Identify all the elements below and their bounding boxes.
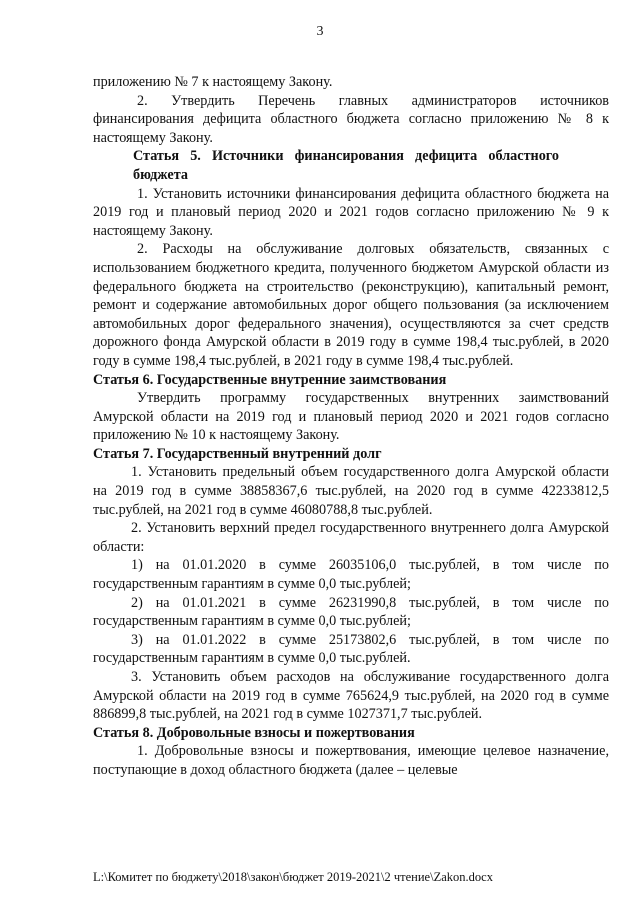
list-item: 2) на 01.01.2021 в сумме 26231990,8 тыс.рублей, в том числе по государственным гарантиям в сумме 0,0 тыс.рублей; bbox=[93, 594, 609, 630]
article-8-heading: Статья 8. Добровольные взносы и пожертвования bbox=[93, 724, 415, 741]
paragraph: 2. Утвердить Перечень главных администраторов источников финансирования дефицита областного бюджета согласно приложению № 8 к настоящему Закону. bbox=[93, 92, 609, 146]
page-number: 3 bbox=[316, 24, 324, 39]
article-5-heading: Статья 5. Источники финансирования дефицита областного бюджета bbox=[133, 148, 559, 183]
document-body bbox=[93, 73, 609, 780]
paragraph: 1. Установить предельный объем государственного долга Амурской области на 2019 год в сумме 38858367,6 тыс.рублей, на 2020 год в сумме 42233812,5 тыс.рублей, на 2021 год в сумме 46080788,8 тыс.рублей. bbox=[93, 464, 609, 518]
paragraph: 2. Установить верхний предел государственного внутреннего долга Амурской области: bbox=[93, 520, 609, 555]
list-item: 1) на 01.01.2020 в сумме 26035106,0 тыс.рублей, в том числе по государственным гарантиям в сумме 0,0 тыс.рублей; bbox=[93, 557, 609, 593]
paragraph: 2. Расходы на обслуживание долговых обязательств, связанных с использованием бюджетного кредита, полученного бюджетом Амурской области из федерального бюджета на строительство (реконструкцию), капитальный ремонт, ремонт и содержание автомобильных дорог общего пользования (за исключением автомобильных дорог федерального значения), осуществляются за счет средств дорожного фонда Амурской области в 2019 году в сумме 198,4 тыс.рублей, в 2020 году в сумме 198,4 тыс.рублей, в 2021 году в сумме 198,4 тыс.рублей. bbox=[93, 241, 609, 369]
paragraph: 1. Добровольные взносы и пожертвования, имеющие целевое назначение, поступающие в доход областного бюджета (далее – целевые bbox=[93, 743, 609, 778]
article-7-heading: Статья 7. Государственный внутренний долг bbox=[93, 445, 382, 462]
article-6-heading: Статья 6. Государственные внутренние заимствования bbox=[93, 371, 447, 388]
file-path-footer: L:\Комитет по бюджету\2018\закон\бюджет 2019-2021\2 чтение\Zakon.docx bbox=[93, 870, 493, 884]
paragraph: 3. Установить объем расходов на обслуживание государственного долга Амурской области на 2019 год в сумме 765624,9 тыс.рублей, на 2020 год в сумме 886899,8 тыс.рублей, на 2021 год в сумме 1027371,7 тыс.рублей. bbox=[93, 669, 609, 723]
paragraph: 1. Установить источники финансирования дефицита областного бюджета на 2019 год и плановый период 2020 и 2021 годов согласно приложению № 9 к настоящему Закону. bbox=[93, 185, 609, 239]
paragraph: приложению № 7 к настоящему Закону. bbox=[93, 74, 333, 90]
paragraph: Утвердить программу государственных внутренних заимствований Амурской области на 2019 год и плановый период 2020 и 2021 годов согласно приложению № 10 к настоящему Закону. bbox=[93, 390, 609, 444]
list-item: 3) на 01.01.2022 в сумме 25173802,6 тыс.рублей, в том числе по государственным гарантиям в сумме 0,0 тыс.рублей. bbox=[93, 631, 609, 667]
